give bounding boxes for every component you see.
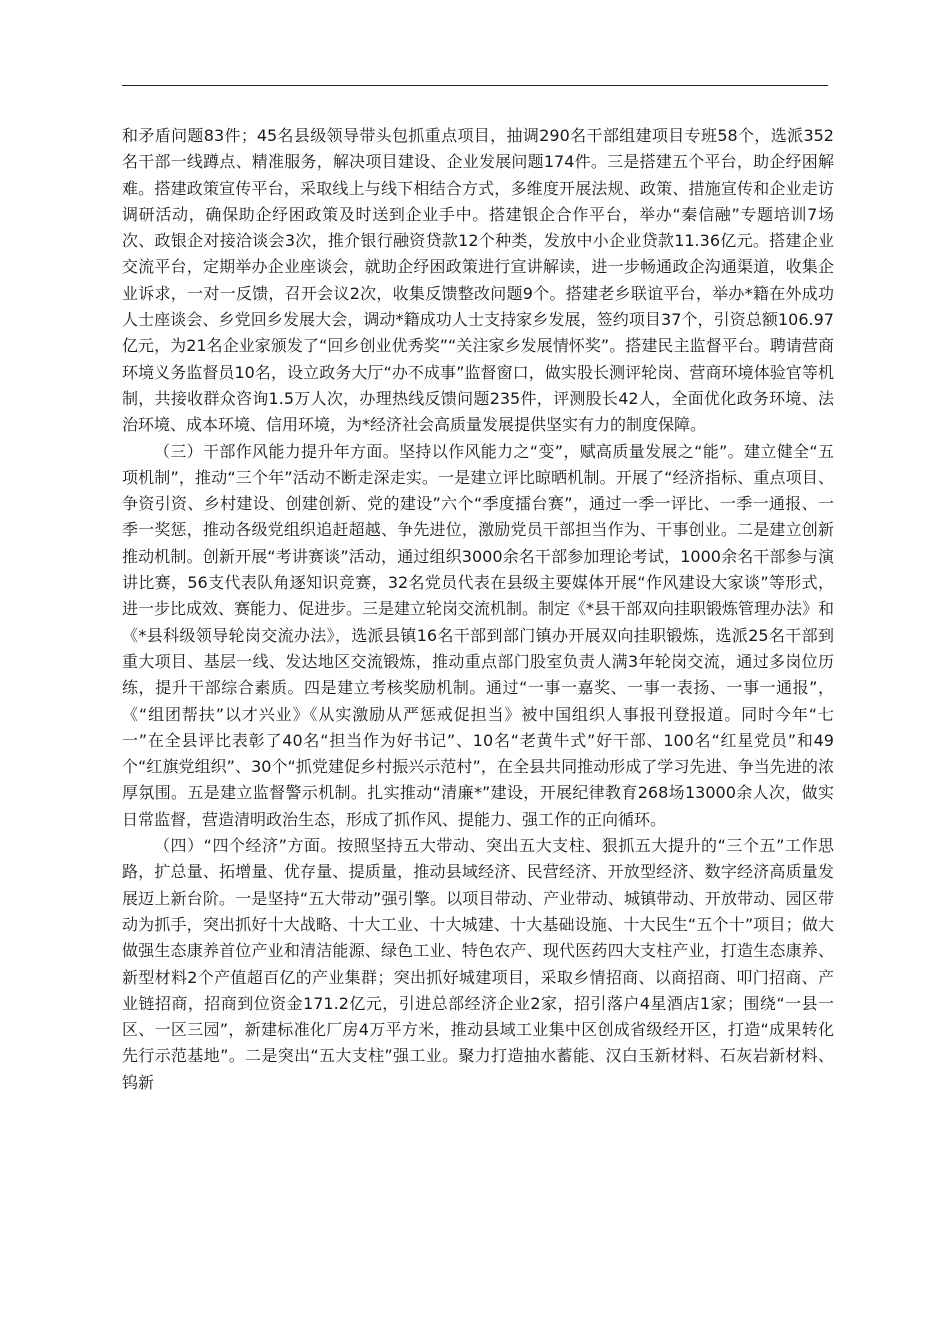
paragraph-1: 和矛盾问题83件；45名县级领导带头包抓重点项目，抽调290名干部组建项目专班58个，选派352名干部一线蹲点、精准服务，解决项目建设、企业发展问题174件。三是搭建五个平台，助企纾困解难。搭建政策宣传平台，采取线上与线下相结合方式，多维度开展法规、政策、措施宣传和企业走访调研活动，确保助企纾困政策及时送到企业手中。搭建银企合作平台，举办“秦信融”专题培训7场次、政银企对接洽谈会3次，推介银行融资贷款12个种类，发放中小企业贷款11.36亿元。搭建企业交流平台，定期举办企业座谈会，就助企纾困政策进行宣讲解读，进一步畅通政企沟通渠道，收集企业诉求，一对一反馈，召开会议2次，收集反馈整改问题9个。搭建老乡联谊平台，举办*籍在外成功人士座谈会、乡党回乡发展大会，调动*籍成功人士支持家乡发展，签约项目37个，引资总额106.97亿元，为21名企业家颁发了“回乡创业优秀奖”“关注家乡发展情怀奖”。搭建民主监督平台。聘请营商环境义务监督员10名，设立政务大厅“办不成事”监督窗口，做实股长测评轮岗、营商环境体验官等机制，共接收群众咨询1.5万人次，办理热线反馈问题235件，评测股长42人，全面优化政务环境、法治环境、成本环境、信用环境，为*经济社会高质量发展提供坚实有力的制度保障。 — [122, 126, 834, 435]
document-body — [122, 123, 834, 1096]
header-rule — [122, 85, 828, 86]
paragraph-2: （三）干部作风能力提升年方面。坚持以作风能力之“变”，赋高质量发展之“能”。建立健全“五项机制”，推动“三个年”活动不断走深走实。一是建立评比晾晒机制。开展了“经济指标、重点项目、争资引资、乡村建设、创建创新、党的建设”六个“季度擂台赛”，通过一季一评比、一季一通报、一季一奖惩，推动各级党组织追赶超越、争先进位，激励党员干部担当作为、干事创业。二是建立创新推动机制。创新开展“考讲赛谈”活动，通过组织3000余名干部参加理论考试，1000余名干部参与演讲比赛，56支代表队角逐知识竞赛，32名党员代表在县级主要媒体开展“作风建设大家谈”等形式，进一步比成效、赛能力、促进步。三是建立轮岗交流机制。制定《*县干部双向挂职锻炼管理办法》和《*县科级领导轮岗交流办法》，选派县镇16名干部到部门镇办开展双向挂职锻炼，选派25名干部到重大项目、基层一线、发达地区交流锻炼，推动重点部门股室负责人满3年轮岗交流，通过多岗位历练，提升干部综合素质。四是建立考核奖励机制。通过“一事一嘉奖、一事一表扬、一事一通报”，《“组团帮扶”以才兴业》《从实激励从严惩戒促担当》被中国组织人事报刊登报道。同时今年“七一”在全县评比表彰了40名“担当作为好书记”、10名“老黄牛式”好干部、100名“红星党员”和49个“红旗党组织”、30个“抓党建促乡村振兴示范村”，在全县共同推动形成了学习先进、争当先进的浓厚氛围。五是建立监督警示机制。扎实推动“清廉*”建设，开展纪律教育268场13000余人次，做实日常监督，营造清明政治生态，形成了抓作风、提能力、强工作的正向循环。 — [122, 441, 835, 829]
paragraph-3: （四）“四个经济”方面。按照坚持五大带动、突出五大支柱、狠抓五大提升的“三个五”工作思路，扩总量、拓增量、优存量、提质量，推动县域经济、民营经济、开放型经济、数字经济高质量发展迈上新台阶。一是坚持“五大带动”强引擎。以项目带动、产业带动、城镇带动、开放带动、园区带动为抓手，突出抓好十大战略、十大工业、十大城建、十大基础设施、十大民生“五个十”项目；做大做强生态康养首位产业和清洁能源、绿色工业、特色农产、现代医药四大支柱产业，打造生态康养、新型材料2个产值超百亿的产业集群；突出抓好城建项目，采取乡情招商、以商招商、叩门招商、产业链招商，招商到位资金171.2亿元，引进总部经济企业2家，招引落户4星酒店1家；围绕“一县一区、一区三园”，新建标准化厂房4万平方米，推动县域工业集中区创成省级经开区，打造“成果转化先行示范基地”。二是突出“五大支柱”强工业。聚力打造抽水蓄能、汉白玉新材料、石灰岩新材料、钨新 — [122, 836, 834, 1092]
